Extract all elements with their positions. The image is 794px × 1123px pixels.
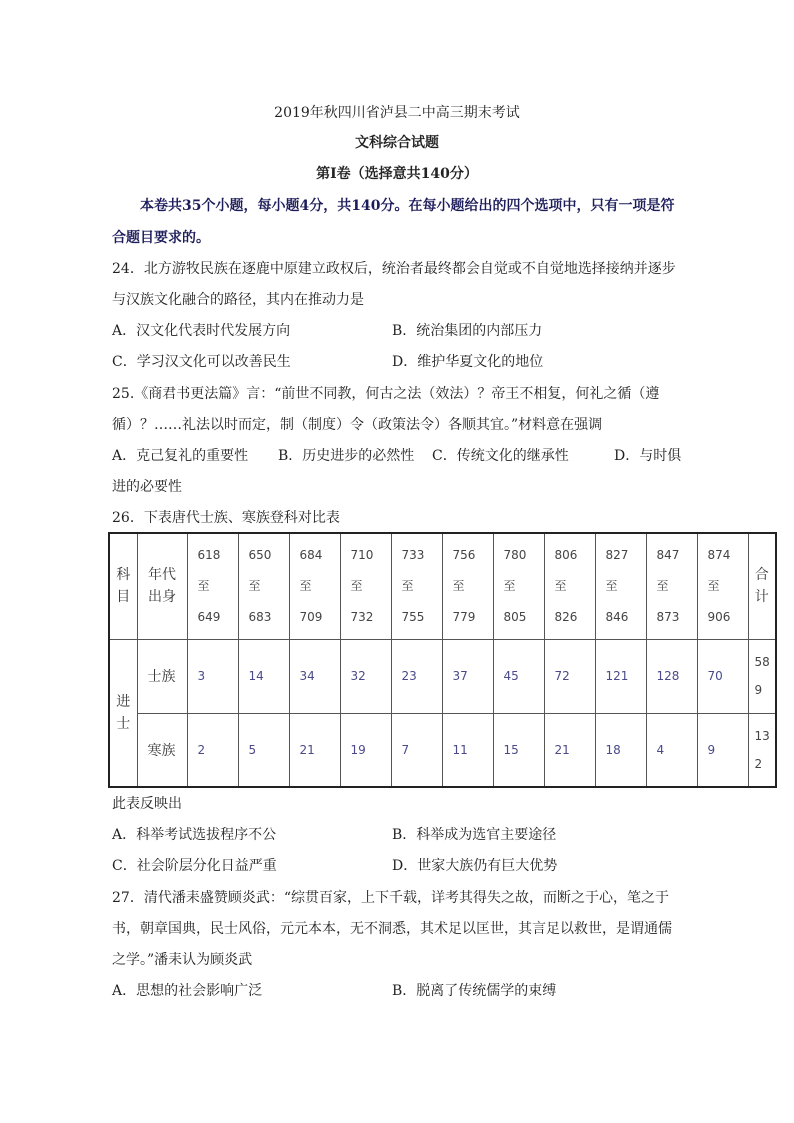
table-cell: 128 [646,639,697,713]
origin-header: 年代 出身 [137,533,187,639]
q27-stem-line-1: 27．清代潘耒盛赞顾炎武：“综贯百家，上下千载，详考其得失之故，而断之于心，笔之于 [112,890,669,906]
exam-title: 2019年秋四川省泸县二中高三期末考试 [274,105,520,121]
q25-option-b: B．历史进步的必然性 [278,448,415,464]
row-total-hanzu: 13 2 [748,713,776,787]
table-cell: 9 [697,713,748,787]
table-cell: 45 [493,639,544,713]
table-cell: 11 [442,713,493,787]
table-cell: 32 [340,639,391,713]
table-cell: 7 [391,713,442,787]
q27-stem-line-2: 书，朝章国典，民士风俗，元元本本，无不洞悉，其术足以匡世，其言足以救世，是谓通儒 [112,921,672,937]
q26-option-b: B．科举成为选官主要途径 [392,827,557,843]
row-label-hanzu: 寒族 [137,713,187,787]
period-header: 806 至 826 [544,533,595,639]
jinshi-label: 进 士 [109,639,137,787]
table-cell: 4 [646,713,697,787]
period-header: 756 至 779 [442,533,493,639]
table-cell: 5 [238,713,289,787]
period-header: 827 至 846 [595,533,646,639]
q24-option-c: C．学习汉文化可以改善民生 [112,354,291,370]
q24-option-b: B．统治集团的内部压力 [392,323,543,339]
q25-option-d: D．与时俱 [614,448,682,464]
period-header: 847 至 873 [646,533,697,639]
q26-option-c: C．社会阶层分化日益严重 [112,858,277,874]
subject-title: 文科综合试题 [355,135,439,151]
table-cell: 3 [187,639,238,713]
table-cell: 15 [493,713,544,787]
table-cell: 34 [289,639,340,713]
table-cell: 70 [697,639,748,713]
q25-option-d-continued: 进的必要性 [112,479,182,495]
q25-stem-line-1: 25.《商君书更法篇》言：“前世不同教，何古之法（效法）？帝王不相复，何礼之循（遵 [112,386,660,402]
q26-option-d: D．世家大族仍有巨大优势 [392,858,558,874]
q27-option-a: A．思想的社会影响广泛 [112,983,263,999]
table-cell: 21 [289,713,340,787]
q25-stem-line-2: 循）？……礼法以时而定，制（制度）令（政策法令）各顺其宜。”材料意在强调 [112,417,603,433]
q27-stem-line-3: 之学。”潘耒认为顾炎武 [112,952,253,968]
table-cell: 37 [442,639,493,713]
period-header: 874 至 906 [697,533,748,639]
table-cell: 23 [391,639,442,713]
tang-exam-table [108,532,777,788]
instruction-line-1: 本卷共35个小题，每小题4分，共140分。在每小题给出的四个选项中，只有一项是符 [140,198,675,214]
table-cell: 2 [187,713,238,787]
table-cell: 19 [340,713,391,787]
row-label-shizu: 士族 [137,639,187,713]
q24-option-d: D．维护华夏文化的地位 [392,354,544,370]
q25-option-c: C．传统文化的继承性 [432,448,569,464]
total-header: 合 计 [748,533,776,639]
q27-option-b: B．脱离了传统儒学的束缚 [392,983,557,999]
period-header: 650 至 683 [238,533,289,639]
q24-option-a: A．汉文化代表时代发展方向 [112,323,291,339]
table-cell: 14 [238,639,289,713]
q26-after-table: 此表反映出 [112,796,182,812]
table-cell: 21 [544,713,595,787]
table-cell: 121 [595,639,646,713]
table-cell: 18 [595,713,646,787]
period-header: 618 至 649 [187,533,238,639]
period-header: 710 至 732 [340,533,391,639]
instruction-line-2: 合题目要求的。 [112,230,210,246]
corner-header: 科 目 [109,533,137,639]
table-cell: 72 [544,639,595,713]
q24-stem-line-2: 与汉族文化融合的路径，其内在推动力是 [112,292,364,308]
table-row [109,639,776,713]
period-header: 733 至 755 [391,533,442,639]
q26-option-a: A．科举考试选拔程序不公 [112,827,277,843]
table-header-row [109,533,776,639]
q26-stem: 26．下表唐代士族、寒族登科对比表 [112,510,340,526]
q25-option-a: A．克己复礼的重要性 [112,448,249,464]
period-header: 780 至 805 [493,533,544,639]
row-total-shizu: 58 9 [748,639,776,713]
section-title: 第Ⅰ卷（选择意共140分） [316,166,478,182]
q24-stem-line-1: 24．北方游牧民族在逐鹿中原建立政权后，统治者最终都会自觉或不自觉地选择接纳并逐步 [112,261,676,277]
period-header: 684 至 709 [289,533,340,639]
table-row [109,713,776,787]
